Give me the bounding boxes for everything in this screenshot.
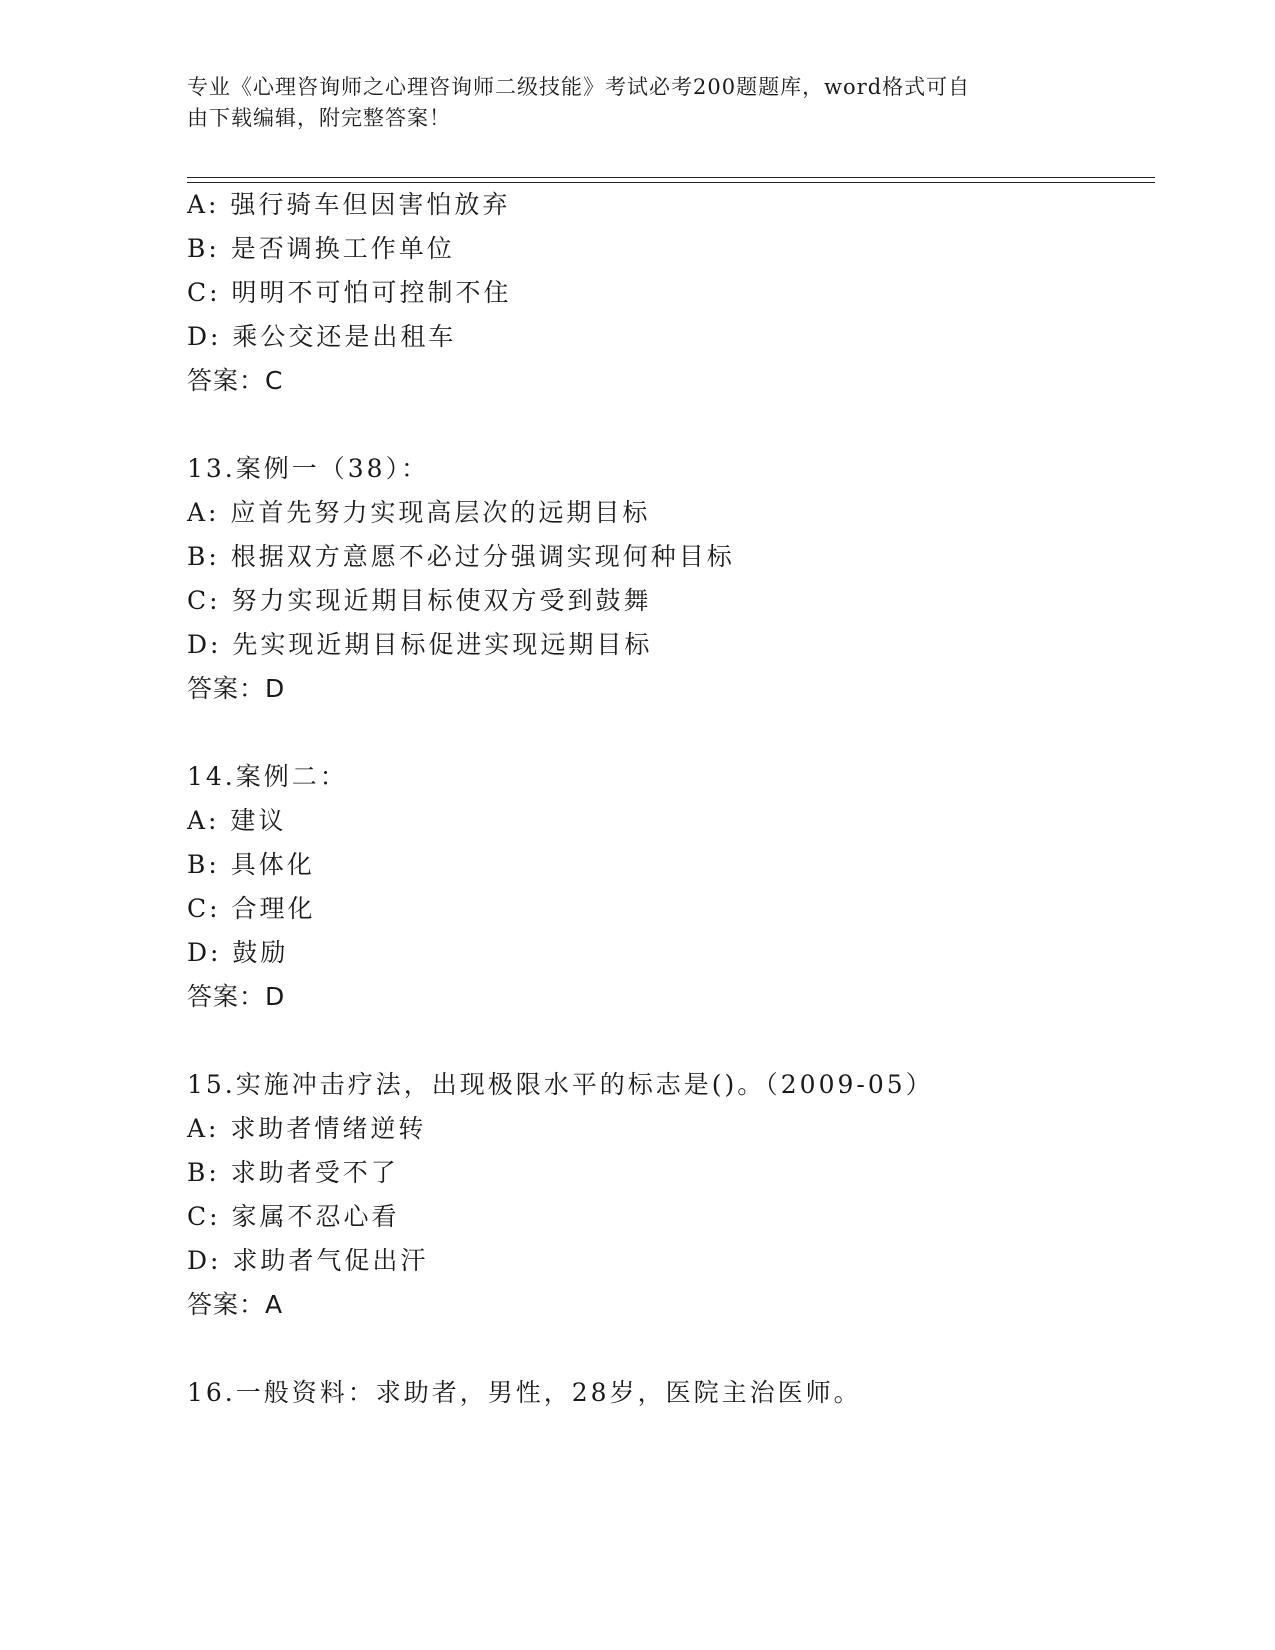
header-line-2: 由下载编辑，附完整答案！ <box>187 106 451 130</box>
q13-option-d: D: 先实现近期目标促进实现远期目标 <box>187 630 653 659</box>
q13-stem: 13.案例一（38）： <box>187 454 430 483</box>
header-rule-bottom <box>187 182 1155 183</box>
q16-stem: 16.一般资料：求助者，男性，28岁，医院主治医师。 <box>187 1378 862 1407</box>
document-header <box>187 72 1067 134</box>
q15-stem: 15.实施冲击疗法，出现极限水平的标志是()。（2009-05） <box>187 1070 934 1099</box>
q15-option-b: B: 求助者受不了 <box>187 1158 399 1187</box>
q12-option-c: C: 明明不可怕可控制不住 <box>187 278 512 307</box>
q13-answer: 答案：D <box>187 674 286 703</box>
q12-option-b: B: 是否调换工作单位 <box>187 234 455 263</box>
q13-option-a: A: 应首先努力实现高层次的远期目标 <box>187 498 651 527</box>
q14-option-d: D: 鼓励 <box>187 938 289 967</box>
q15-option-d: D: 求助者气促出汗 <box>187 1246 429 1275</box>
header-rule-top <box>187 177 1155 178</box>
q15-answer: 答案：A <box>187 1290 284 1319</box>
q13-option-c: C: 努力实现近期目标使双方受到鼓舞 <box>187 586 652 615</box>
q15-option-c: C: 家属不忍心看 <box>187 1202 400 1231</box>
q12-answer: 答案：C <box>187 366 284 395</box>
header-line-1: 专业《心理咨询师之心理咨询师二级技能》考试必考200题题库，word格式可自 <box>187 75 971 99</box>
q14-answer: 答案：D <box>187 982 286 1011</box>
q14-option-c: C: 合理化 <box>187 894 316 923</box>
q13-option-b: B: 根据双方意愿不必过分强调实现何种目标 <box>187 542 735 571</box>
q12-option-a: A: 强行骑车但因害怕放弃 <box>187 190 511 219</box>
q14-option-a: A: 建议 <box>187 806 287 835</box>
q15-option-a: A: 求助者情绪逆转 <box>187 1114 427 1143</box>
q12-option-d: D: 乘公交还是出租车 <box>187 322 457 351</box>
q14-option-b: B: 具体化 <box>187 850 315 879</box>
q14-stem: 14.案例二： <box>187 762 348 791</box>
